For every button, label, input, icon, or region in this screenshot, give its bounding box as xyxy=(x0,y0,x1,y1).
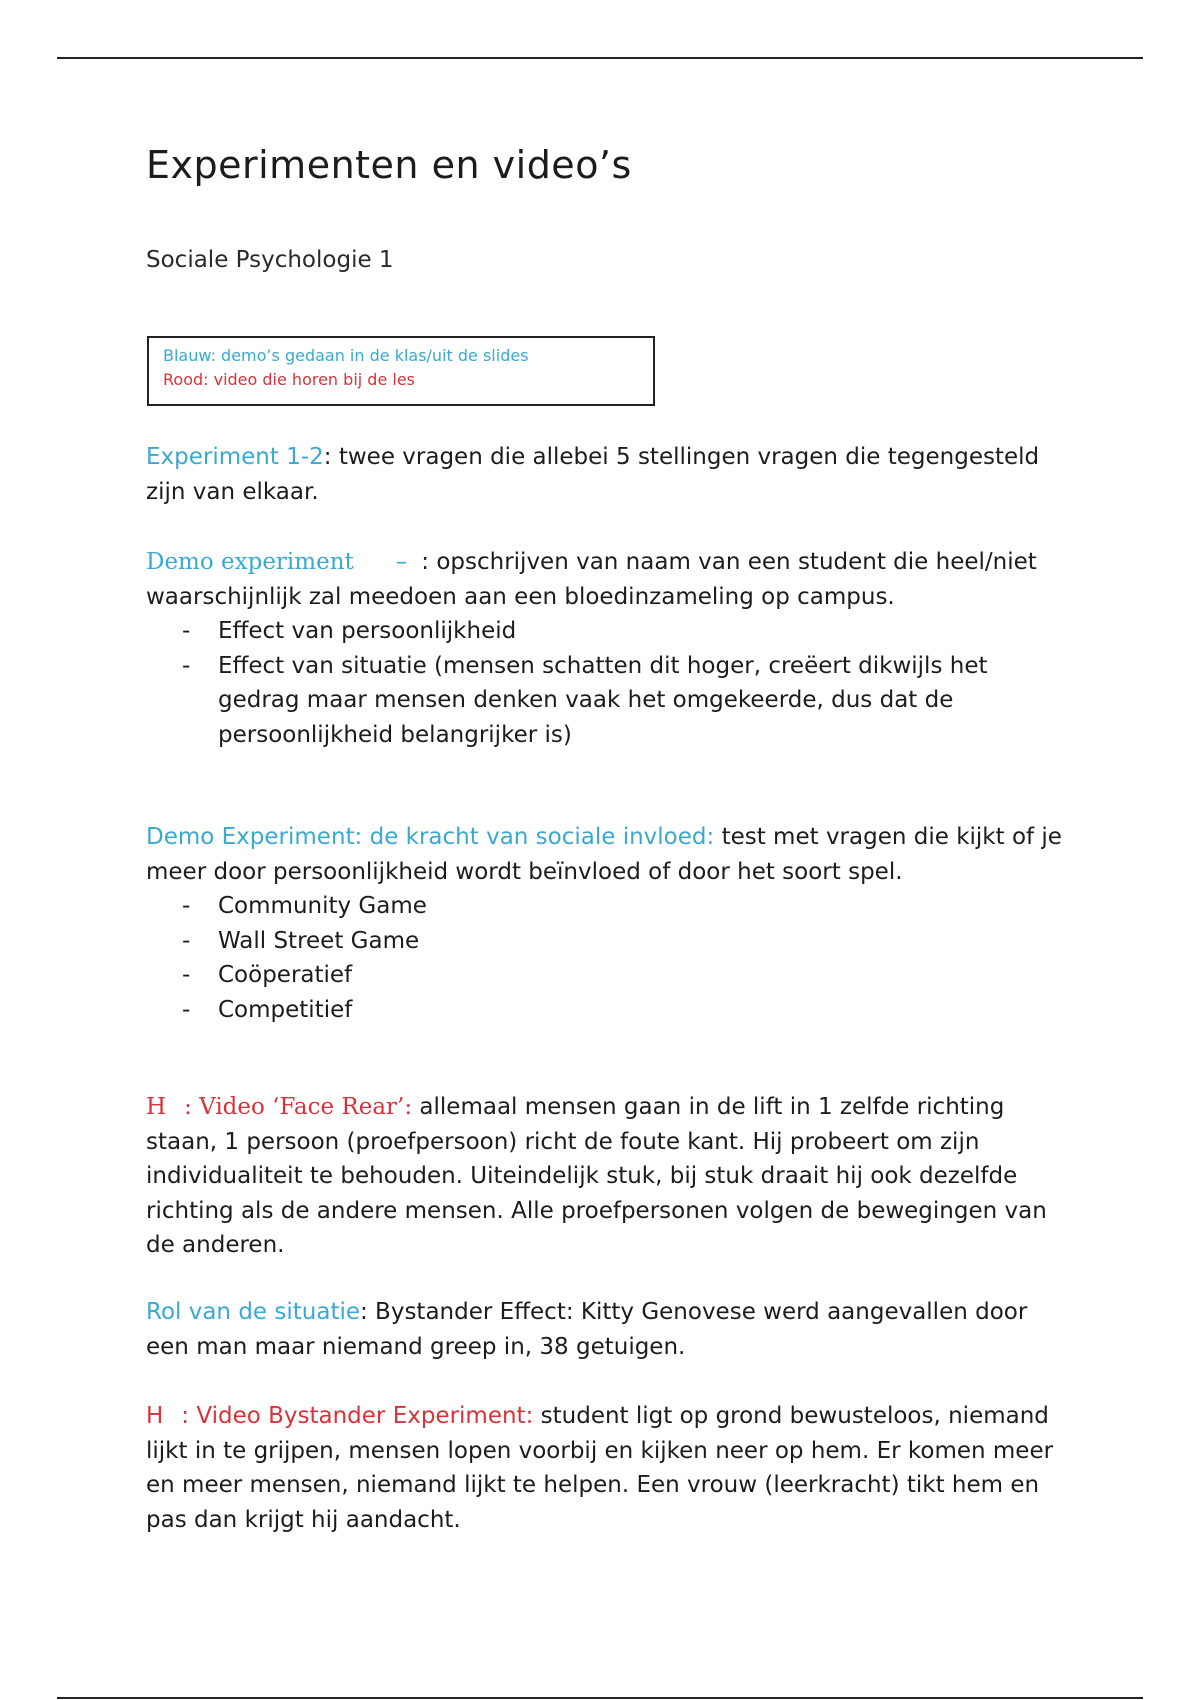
section-text: allemaal mensen gaan in de lift in 1 zelfde richting staan, 1 persoon (proefpersoon) richt de foute kant. Hij probeert om zijn individualiteit te behouden. Uiteindelijk stuk, bij stuk draait hij ook dezelfde richting als de andere mensen. Alle proefpersonen volgen de bewegingen van de anderen. xyxy=(146,1094,1047,1258)
section-label: Demo Experiment: de kracht van sociale invloed: xyxy=(146,824,715,850)
section-label: : Video ‘Face Rear’: xyxy=(184,1094,413,1120)
section-label: Rol van de situatie xyxy=(146,1299,360,1325)
bullet-dash: - xyxy=(182,962,191,988)
section-label: Demo experiment xyxy=(146,549,354,575)
bullet-dash: - xyxy=(182,893,191,919)
paragraph xyxy=(146,1295,1066,1364)
page-subtitle: Sociale Psychologie 1 xyxy=(146,247,394,273)
top-rule xyxy=(57,57,1143,59)
section-text: : Bystander Effect: Kitty Genovese werd aangevallen door een man maar niemand greep in, 38 getuigen. xyxy=(146,1299,1028,1360)
section-text: student ligt op grond bewusteloos, niemand lijkt in te grijpen, mensen lopen voorbij en kijken neer op hem. Er komen meer en meer mensen, niemand lijkt te helpen. Een vrouw (leerkracht) tikt hem en pas dan krijgt hij aandacht. xyxy=(146,1403,1054,1533)
bullet-dash: - xyxy=(182,618,191,644)
list-item xyxy=(146,993,1066,1028)
paragraph xyxy=(146,1399,1066,1537)
section-text: test met vragen die kijkt of je meer door persoonlijkheid wordt beïnvloed of door het soort spel. xyxy=(146,824,1062,885)
bottom-rule xyxy=(57,1697,1143,1699)
paragraph xyxy=(146,820,1066,889)
list-item xyxy=(146,924,1066,959)
section-label: : Video Bystander Experiment: xyxy=(181,1403,534,1429)
legend-red-line: Rood: video die horen bij de les xyxy=(163,370,415,389)
legend-blue-line: Blauw: demo’s gedaan in de klas/uit de slides xyxy=(163,346,529,365)
list-item-text: Competitief xyxy=(218,996,353,1023)
color-legend-box xyxy=(147,336,655,406)
bullet-dash: - xyxy=(182,996,191,1023)
section-dash: – xyxy=(395,549,408,575)
paragraph xyxy=(146,440,1066,509)
list-item-text: Wall Street Game xyxy=(218,927,420,954)
bullet-dash: - xyxy=(182,927,191,954)
section-rol-van-de-situatie xyxy=(146,1295,1066,1364)
page-title: Experimenten en video’s xyxy=(146,143,632,187)
section-label-prefix: H xyxy=(146,1094,167,1120)
paragraph xyxy=(146,545,1066,614)
list-item-text: Community Game xyxy=(218,893,427,919)
section-demo-experiment xyxy=(146,545,1066,752)
bullet-list xyxy=(146,889,1066,1027)
paragraph xyxy=(146,1090,1066,1263)
section-label: Experiment 1-2 xyxy=(146,444,324,470)
section-video-face-rear xyxy=(146,1090,1066,1263)
bullet-list xyxy=(146,614,1066,752)
list-item-text: Effect van situatie (mensen schatten dit hoger, creëert dikwijls het gedrag maar mensen denken vaak het omgekeerde, dus dat de persoonlijkheid belangrijker is) xyxy=(218,652,988,748)
list-item xyxy=(146,649,1066,753)
section-text: : twee vragen die allebei 5 stellingen vragen die tegengesteld zijn van elkaar. xyxy=(146,444,1040,505)
list-item xyxy=(146,614,1066,649)
list-item xyxy=(146,889,1066,924)
list-item-text: Coöperatief xyxy=(218,962,353,988)
list-item-text: Effect van persoonlijkheid xyxy=(218,618,517,644)
section-experiment-1-2 xyxy=(146,440,1066,509)
bullet-dash: - xyxy=(182,652,191,679)
section-social-influence xyxy=(146,820,1066,1027)
section-text: : opschrijven van naam van een student die heel/niet waarschijnlijk zal meedoen aan een bloedinzameling op campus. xyxy=(146,549,1037,610)
section-video-bystander xyxy=(146,1399,1066,1537)
section-label-prefix: H xyxy=(146,1403,164,1429)
list-item xyxy=(146,958,1066,993)
